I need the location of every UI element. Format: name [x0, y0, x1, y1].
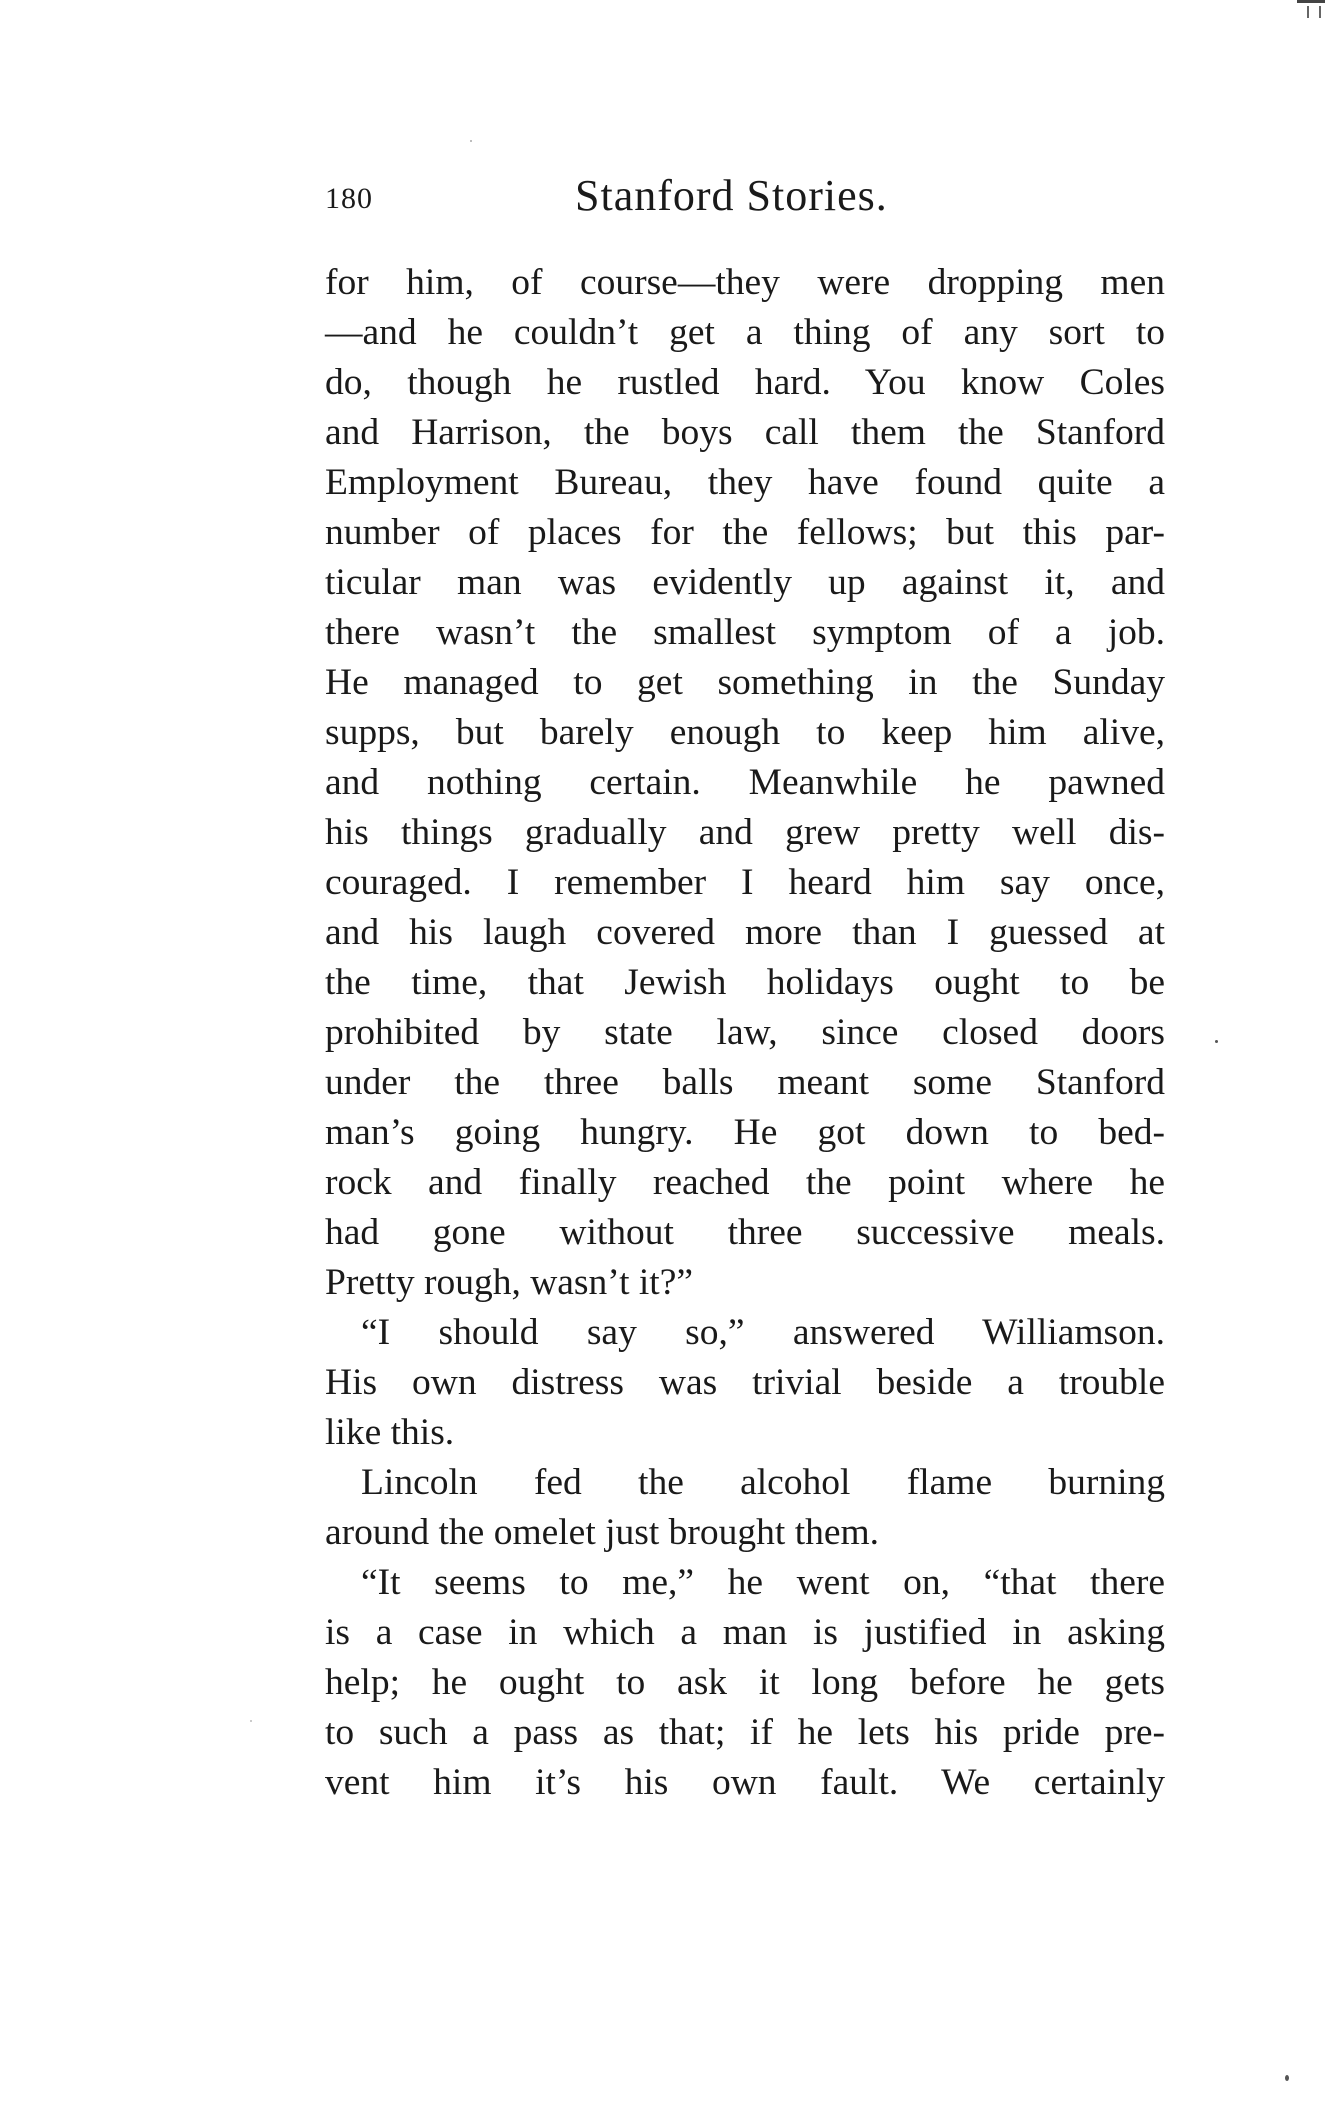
text-line: Lincoln fed the alcohol flame burning — [361, 1462, 1165, 1503]
text-line: around the omelet just brought them. — [325, 1512, 880, 1553]
text-line: under the three balls meant some Stanford — [325, 1062, 1165, 1103]
text-line: is a case in which a man is justified in asking — [325, 1612, 1165, 1653]
page-header — [325, 170, 1165, 240]
scan-corner-mark — [1297, 0, 1325, 21]
text-line: and Harrison, the boys call them the Stanford — [325, 412, 1165, 453]
text-line: help; he ought to ask it long before he gets — [325, 1662, 1165, 1703]
text-line: Pretty rough, wasn’t it?” — [325, 1262, 693, 1303]
running-title: Stanford Stories. — [575, 171, 888, 220]
paper-speck — [250, 1720, 252, 1722]
text-line: number of places for the fellows; but this par- — [325, 512, 1165, 553]
text-line: His own distress was trivial beside a trouble — [325, 1362, 1165, 1403]
text-line: do, though he rustled hard. You know Coles — [325, 362, 1165, 403]
text-line: like this. — [325, 1412, 455, 1453]
text-line: vent him it’s his own fault. We certainly — [325, 1762, 1165, 1803]
text-line: his things gradually and grew pretty well dis- — [325, 812, 1165, 853]
text-line: the time, that Jewish holidays ought to be — [325, 962, 1165, 1003]
text-line: Employment Bureau, they have found quite a — [325, 462, 1165, 503]
text-line: and nothing certain. Meanwhile he pawned — [325, 762, 1165, 803]
text-line: —and he couldn’t get a thing of any sort to — [325, 312, 1165, 353]
text-line: rock and finally reached the point where he — [325, 1162, 1165, 1203]
text-line: had gone without three successive meals. — [325, 1212, 1165, 1253]
text-line: ticular man was evidently up against it, and — [325, 562, 1165, 603]
paper-speck — [470, 140, 472, 142]
text-line: man’s going hungry. He got down to bed- — [325, 1112, 1165, 1153]
paper-speck — [1215, 1040, 1218, 1043]
paper-speck — [1285, 2075, 1289, 2081]
text-line: for him, of course—they were dropping men — [325, 262, 1165, 303]
text-line: “I should say so,” answered Williamson. — [361, 1312, 1165, 1353]
text-line: couraged. I remember I heard him say once, — [325, 862, 1165, 903]
text-line: supps, but barely enough to keep him alive, — [325, 712, 1165, 753]
page-number: 180 — [325, 182, 373, 215]
text-line: there wasn’t the smallest symptom of a job. — [325, 612, 1165, 653]
text-line: and his laugh covered more than I guessed at — [325, 912, 1165, 953]
text-line: “It seems to me,” he went on, “that there — [361, 1562, 1165, 1603]
text-line: He managed to get something in the Sunday — [325, 662, 1165, 703]
text-line: to such a pass as that; if he lets his pride pre- — [325, 1712, 1165, 1753]
text-line: prohibited by state law, since closed doors — [325, 1012, 1165, 1053]
body-text — [325, 258, 1165, 1808]
